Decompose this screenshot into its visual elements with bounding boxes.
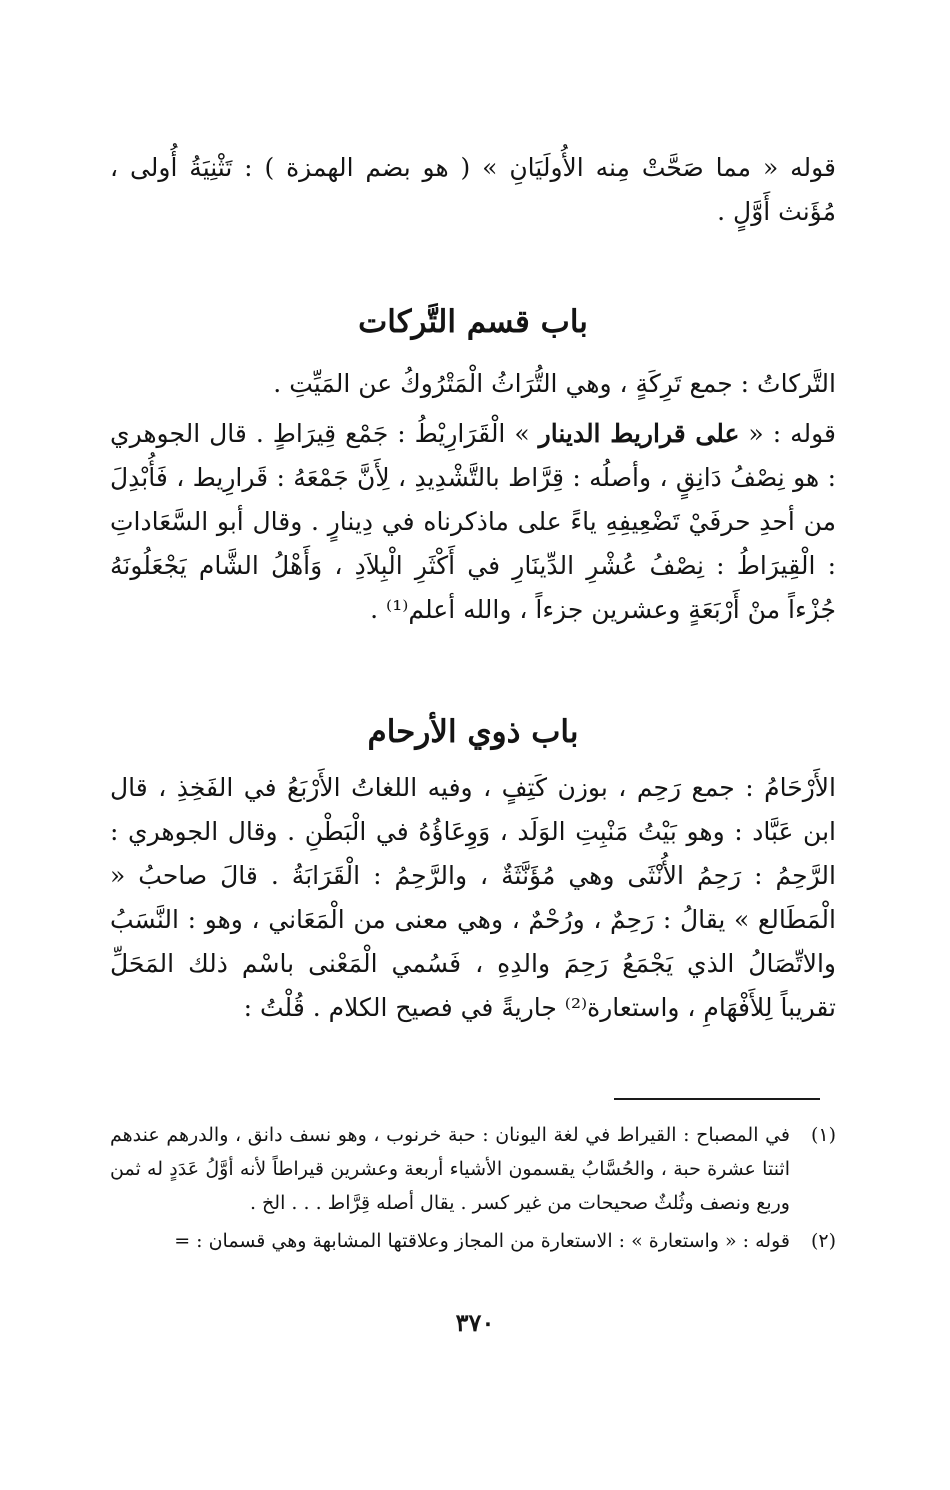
footnote-text: في المصباح : القيراط في لغة اليونان : حبة خرنوب ، وهو نسف دانق ، والدرهم عندهم اثنتا عشرة حبة ، والحُسَّابُ يقسمون الأشياء أربعة وعشرين قيراطاً لأنه أوَّلُ عَدَدٍ له ثمن وربع ونصف وثُلثٌ صحيحات من غير كسر . يقال أصله قِرَّاط . . . الخ .: [110, 1124, 790, 1214]
paragraph-text: الأَرْحَامُ : جمع رَحِم ، بوزن كَتِفٍ ، وفيه اللغاتُ الأَرْبَعُ في الفَخِذِ ، قال ابن عَبَّاد : وهو بَيْتُ مَنْبِتِ الوَلَد ، وَوِعَاؤُهُ في الْبَطْنِ . وقال الجوهري : الرَّحِمُ : رَحِمُ الأُنْثَى وهي مُؤَنَّثَةٌ ، والرَّحِمُ : الْقَرَابَةُ . قالَ صاحبُ « الْمَطَالع » يقالُ : رَحِمٌ ، ورُحْمٌ ، وهي معنى من الْمَعَاني ، وهو : النَّسَبُ والاتِّصَالُ الذي يَجْمَعُ رَحِمَ والدِهِ ، فَسُمي الْمَعْنى باسْم ذلك المَحَلِّ تقريباً لِلأَفْهَامِ ، واستعارة⁽²⁾ جاريةً في فصيح الكلام . قُلْتُ :: [110, 773, 836, 1022]
paragraph-bold-phrase: على قراريط الدينار: [538, 419, 740, 448]
section-heading-kin: باب ذوي الأرحام: [367, 714, 579, 750]
paragraph-text: » الْقَرَارِيْطُ : جَمْع قِيرَاطٍ . قال الجوهري : هو نِصْفُ دَانِقٍ ، وأصلُه : قِرَّاط بالتَّشْدِيدِ ، لِأَنَّ جَمْعَهُ : قَرارِيط ، فَأُبْدِلَ من أحدِ حرفَيْ تَضْعِيفِهِ ياءً على ماذكرناه في دِينارٍ . وقال أبو السَّعَاداتِ : الْقِيرَاطُ : نِصْفُ عُشْرِ الدِّينَارِ في أَكْثَرِ الْبِلاَدِ ، وَأَهْلُ الشَّام يَجْعَلُونَهُ جُزْءاً منْ أَرْبَعَةٍ وعشرين جزءاً ، والله أعلم⁽¹⁾ .: [110, 419, 836, 624]
section-body-estates: [110, 362, 836, 632]
page-number: ٣٧٠: [455, 1308, 495, 1337]
paragraph: [110, 766, 836, 1030]
footnote: [110, 1118, 836, 1220]
intro-paragraph: [110, 146, 836, 234]
paragraph: [110, 362, 836, 406]
paragraph-text: قوله : «: [739, 419, 836, 448]
paragraph-text: التَّركاتُ : جمع تَرِكَةٍ ، وهي التُّرَاثُ الْمَتْرُوكُ عن المَيِّتِ .: [273, 369, 836, 398]
footnote-text: قوله : « واستعارة » : الاستعارة من المجاز وعلاقتها المشابهة وهي قسمان : =: [174, 1230, 790, 1252]
footnotes: [110, 1118, 836, 1258]
footnote-divider: [614, 1098, 820, 1100]
footnote-number: (٢): [810, 1230, 836, 1252]
paragraph: [110, 412, 836, 632]
footnote-number: (١): [810, 1124, 836, 1146]
section-body-kin: [110, 766, 836, 1030]
footnote: [110, 1224, 836, 1258]
intro-text: قوله « مما صَحَّتْ مِنه الأُولَيَانِ » ( هو بضم الهمزة ) : تَثْنِيَةُ أُولى ، مُؤَنث أَوَّلٍ .: [110, 153, 836, 226]
section-heading-estates: باب قسم التَّركات: [358, 304, 588, 340]
